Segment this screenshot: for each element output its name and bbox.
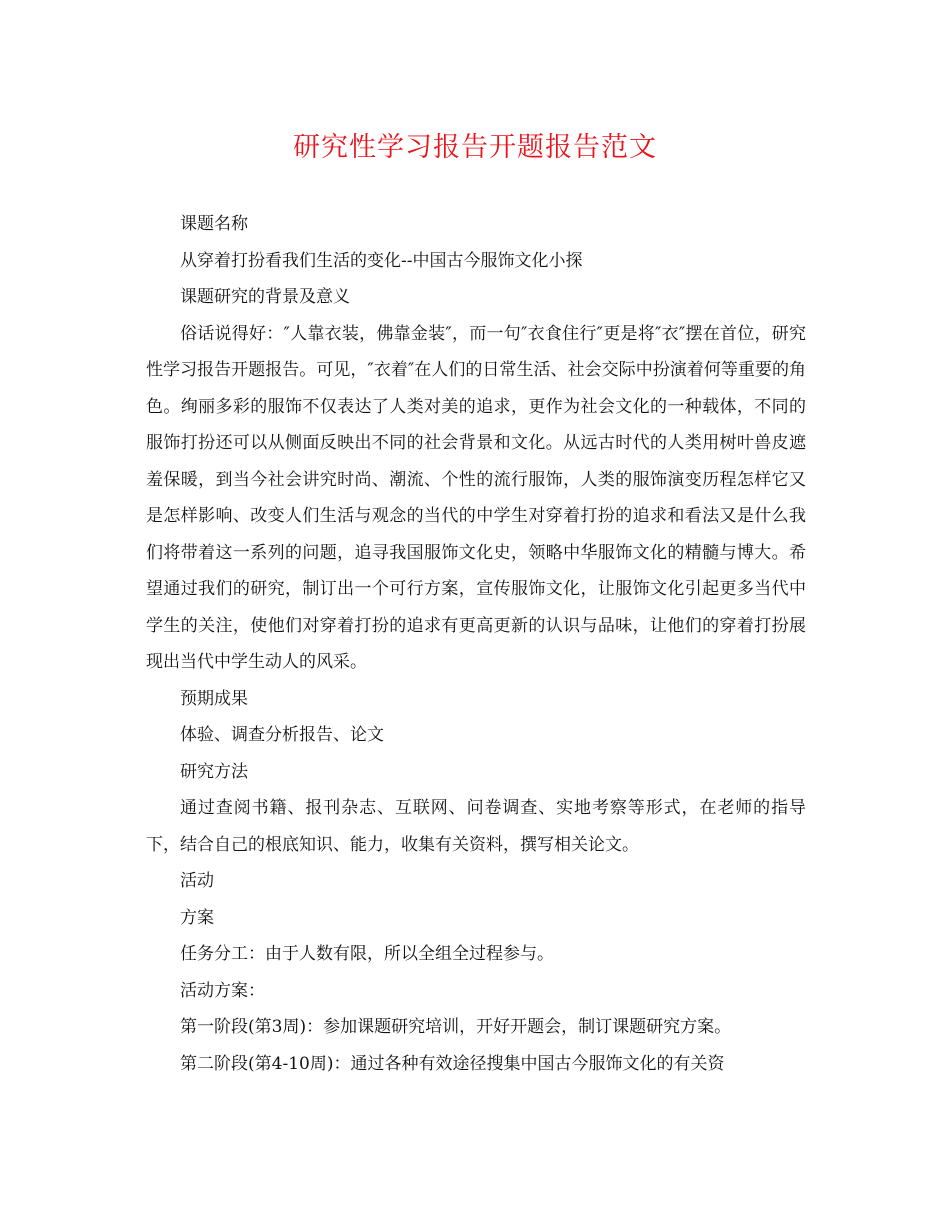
phase-one-text: 第一阶段(第3周)：参加课题研究培训，开好开题会，制订课题研究方案。	[180, 1017, 732, 1037]
heading-activity-plan: 活动方案：	[180, 980, 265, 1001]
document-body	[146, 206, 806, 1082]
heading-research-method: 研究方法	[180, 761, 248, 782]
background-paragraph: 俗话说得好：″人靠衣装，佛靠金装″，而一句″衣食住行″更是将″衣″摆在首位，研究性学习报告开题报告。可见，″衣着″在人们的日常生活、社会交际中扮演着何等重要的角色。绚丽多彩的服饰不仅表达了人类对美的追求，更作为社会文化的一种载体，不同的服饰打扮还可以从侧面反映出不同的社会背景和文化。从远古时代的人类用树叶兽皮遮羞保暖，到当今社会讲究时尚、潮流、个性的流行服饰，人类的服饰演变历程怎样它又是怎样影响、改变人们生活与观念的当代的中学生对穿着打扮的追求和看法又是什么我们将带着这一系列的问题，追寻我国服饰文化史，领略中华服饰文化的精髓与博大。希望通过我们的研究，制订出一个可行方案，宣传服饰文化，让服饰文化引起更多当代中学生的关注，使他们对穿着打扮的追求有更高更新的认识与品味，让他们的穿着打扮展现出当代中学生动人的风采。	[146, 323, 806, 672]
expected-results-text: 体验、调查分析报告、论文	[180, 725, 384, 745]
heading-expected-results: 预期成果	[180, 688, 248, 709]
heading-plan: 方案	[180, 907, 214, 928]
document-title: 研究性学习报告开题报告范文	[293, 132, 657, 163]
heading-background: 课题研究的背景及意义	[180, 287, 350, 307]
research-method-paragraph: 通过查阅书籍、报刊杂志、互联网、问卷调查、实地考察等形式，在老师的指导下，结合自己的根底知识、能力，收集有关资料，撰写相关论文。	[146, 798, 806, 855]
heading-activity: 活动	[180, 871, 214, 891]
task-division-text: 任务分工：由于人数有限，所以全组全过程参与。	[180, 944, 554, 964]
topic-name-text: 从穿着打扮看我们生活的变化--中国古今服饰文化小探	[180, 250, 583, 271]
phase-two-text: 第二阶段(第4-10周)：通过各种有效途径搜集中国古今服饰文化的有关资	[180, 1053, 725, 1074]
heading-topic-name: 课题名称	[180, 214, 248, 234]
